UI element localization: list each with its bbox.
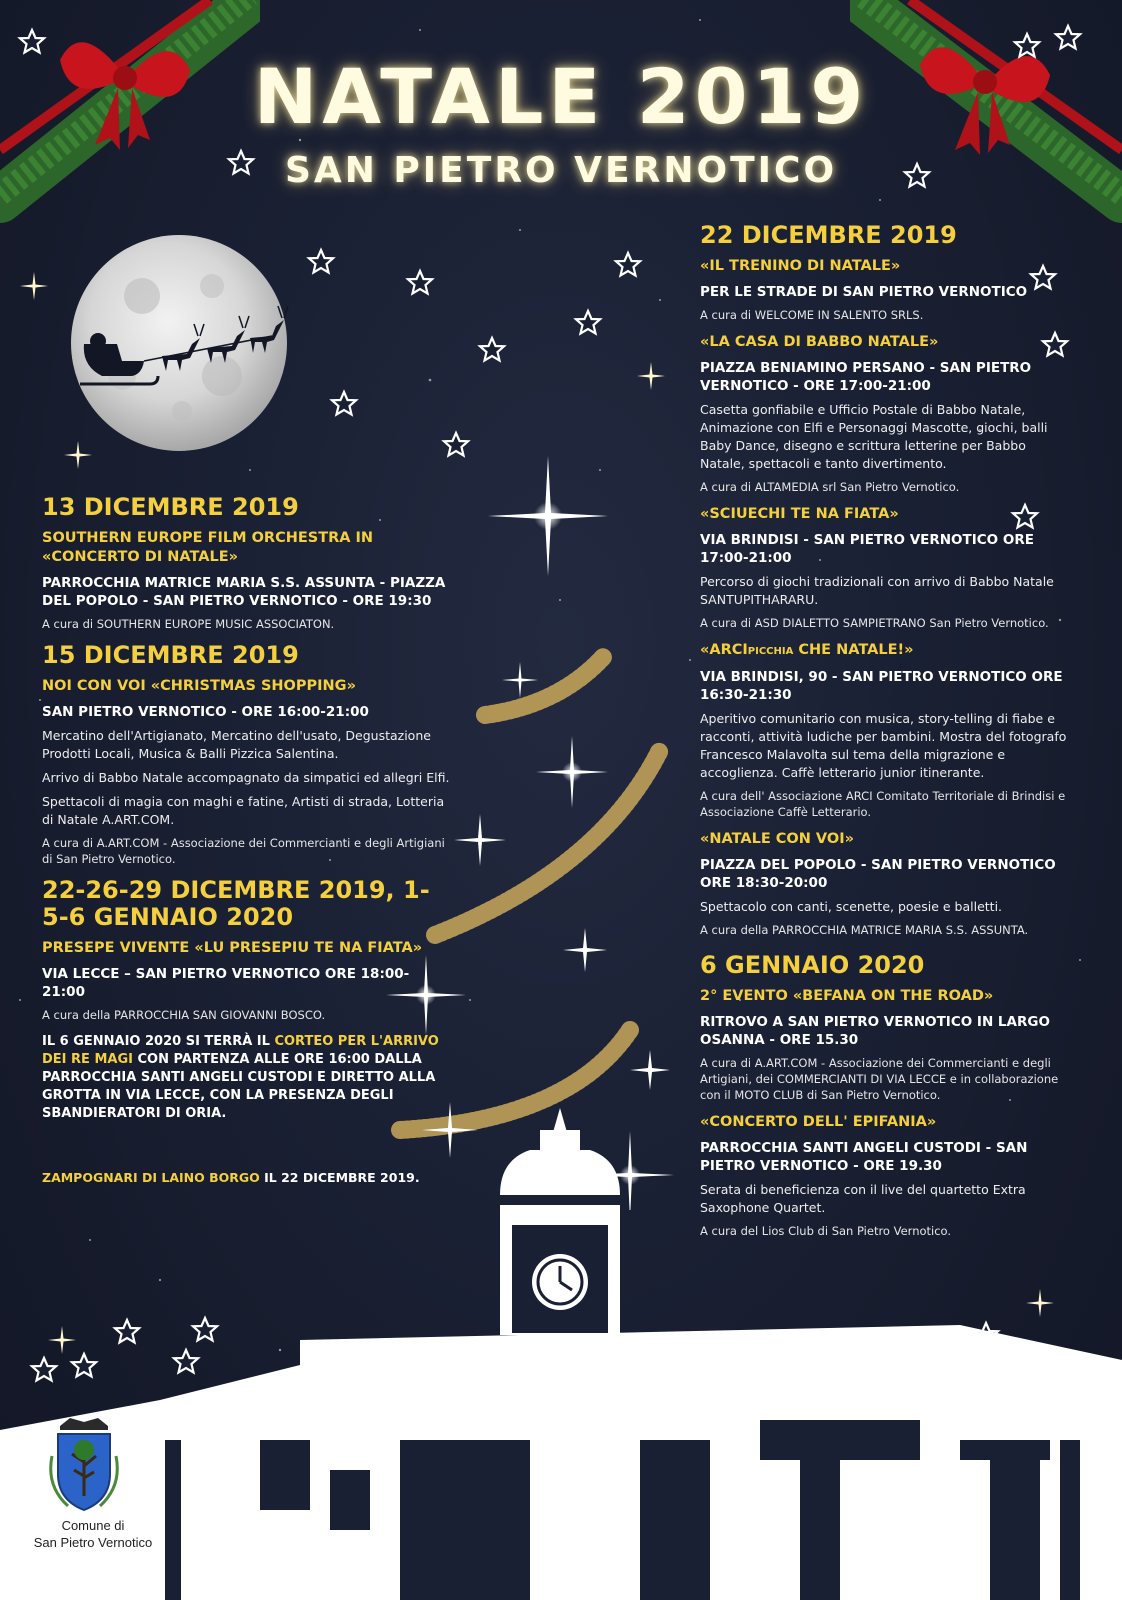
star-icon: [480, 338, 504, 361]
event-description: Casetta gonfiabile e Ufficio Postale di Babbo Natale, Animazione con Elfi e Personaggi Mascotte, giochi, balli Baby Dance, disegno e scrittura letterine per Babbo Natale, spettacoli e tanto divertimento.: [700, 402, 1048, 471]
event-dec13: [42, 494, 452, 632]
event-organizer: A cura di A.ART.COM - Associazione dei Commercianti e degli Artigiani, dei COMMERCIANTI DI VIA LECCE e in collaborazione con il MOTO CLUB di San Pietro Vernotico.: [700, 1056, 1059, 1102]
event-title: «LA CASA DI BABBO NATALE»: [700, 334, 939, 350]
star-icon: [1056, 26, 1080, 49]
re-magi-note: [42, 1033, 452, 1123]
event-place: VIA BRINDISI - SAN PIETRO VERNOTICO ORE 17:00-21:00: [700, 532, 1034, 566]
star-icon: [408, 271, 432, 294]
event-organizer: A cura di A.ART.COM - Associazione dei Commercianti e degli Artigiani di San Pietro Vernotico.: [42, 836, 445, 866]
zampognari-highlight: ZAMPOGNARI DI LAINO BORGO: [42, 1170, 260, 1185]
event-organizer: A cura di WELCOME IN SALENTO SRLS.: [700, 308, 924, 322]
note-text: CON PARTENZA ALLE ORE 16:00 DALLA PARROCCHIA SANTI ANGELI CUSTODI E DIRETTO ALLA GROTTA IN VIA LECCE, CON LA PRESENZA DEGLI SBANDIERATORI DI ORIA.: [42, 1052, 436, 1121]
left-column: [42, 494, 452, 1187]
event-place: PARROCCHIA MATRICE MARIA S.S. ASSUNTA - PIAZZA DEL POPOLO - SAN PIETRO VERNOTICO - ORE 19:30: [42, 575, 446, 609]
event-organizer: A cura di SOUTHERN EUROPE MUSIC ASSOCIATON.: [42, 617, 335, 631]
title-part: «ARCI: [700, 642, 748, 658]
title-part: CHE NATALE!»: [793, 642, 914, 658]
event-title: 2° EVENTO «BEFANA ON THE ROAD»: [700, 988, 994, 1004]
zampognari-note: [42, 1169, 452, 1187]
event-title: NOI CON VOI «CHRISTMAS SHOPPING»: [42, 678, 356, 694]
right-column: [700, 222, 1072, 1249]
event-place: PIAZZA BENIAMINO PERSANO - SAN PIETRO VERNOTICO - ORE 17:00-21:00: [700, 360, 1032, 394]
event-sciuechi: [700, 505, 1072, 631]
event-title: SOUTHERN EUROPE FILM ORCHESTRA IN «CONCERTO DI NATALE»: [42, 530, 374, 565]
coat-of-arms-icon: [46, 1416, 122, 1514]
event-place: VIA LECCE – SAN PIETRO VERNOTICO ORE 18:00-21:00: [42, 966, 410, 1000]
event-befana: [700, 987, 1072, 1103]
star-icon: [20, 30, 44, 53]
event-title: «CONCERTO DELL' EPIFANIA»: [700, 1114, 937, 1130]
page-title: NATALE 2019: [253, 52, 869, 141]
event-place: PARROCCHIA SANTI ANGELI CUSTODI - SAN PIETRO VERNOTICO - ORE 19.30: [700, 1140, 1028, 1174]
comune-label: [28, 1517, 158, 1551]
event-organizer: A cura dell' Associazione ARCI Comitato Territoriale di Brindisi e Associazione Caffè Letterario.: [700, 789, 1066, 819]
event-arcipicchia: [700, 641, 1072, 820]
event-description: Spettacoli di magia con maghi e fatine, Artisti di strada, Lotteria di Natale A.ART.COM.: [42, 794, 445, 827]
event-organizer: A cura di ALTAMEDIA srl San Pietro Vernotico.: [700, 480, 960, 494]
event-date: 6 GENNAIO 2020: [700, 951, 925, 979]
event-description: Percorso di giochi tradizionali con arrivo di Babbo Natale SANTUPITHARARU.: [700, 574, 1054, 607]
event-place: SAN PIETRO VERNOTICO - ORE 16:00-21:00: [42, 704, 369, 720]
title-part-small: PICCHIA: [747, 646, 794, 657]
event-description: Serata di beneficienza con il live del quartetto Extra Saxophone Quartet.: [700, 1182, 1026, 1215]
event-place: VIA BRINDISI, 90 - SAN PIETRO VERNOTICO ORE 16:30-21:30: [700, 669, 1063, 703]
star-icon: [576, 311, 600, 334]
event-organizer: A cura della PARROCCHIA SAN GIOVANNI BOSCO.: [42, 1008, 326, 1022]
event-title: «IL TRENINO DI NATALE»: [700, 258, 901, 274]
event-title: «SCIUECHI TE NA FIATA»: [700, 506, 899, 522]
clock-icon: [532, 1254, 588, 1310]
zampognari-text: IL 22 DICEMBRE 2019.: [259, 1170, 420, 1185]
star-icon: [332, 392, 356, 415]
event-presepe: [42, 877, 452, 1023]
event-title: «NATALE CON VOI»: [700, 831, 854, 847]
event-casa-babbo-natale: [700, 333, 1072, 495]
event-natale-con-voi: [700, 830, 1072, 938]
event-organizer: A cura del Lios Club di San Pietro Vernotico.: [700, 1224, 952, 1238]
star-icon: [616, 253, 640, 276]
event-place: PIAZZA DEL POPOLO - SAN PIETRO VERNOTICO ORE 18:30-20:00: [700, 857, 1056, 891]
event-description: Aperitivo comunitario con musica, story-telling di fiabe e racconti, attività ludiche per bambini. Mostra del fotografo Francesco Malavolta sul tema della migrazione e accoglienza. Caffè letterario junior itinerante.: [700, 711, 1067, 780]
event-date: 22 DICEMBRE 2019: [700, 221, 957, 249]
event-trenino: [700, 257, 1072, 323]
event-epifania: [700, 1113, 1072, 1239]
page-subtitle: SAN PIETRO VERNOTICO: [284, 150, 838, 191]
event-date: 13 DICEMBRE 2019: [42, 493, 299, 521]
event-organizer: A cura di ASD DIALETTO SAMPIETRANO San Pietro Vernotico.: [700, 616, 1049, 630]
note-text: IL 6 GENNAIO 2020 SI TERRÀ IL: [42, 1034, 275, 1049]
event-description: Arrivo di Babbo Natale accompagnato da simpatici ed allegri Elfi.: [42, 770, 450, 785]
event-place: PER LE STRADE DI SAN PIETRO VERNOTICO: [700, 284, 1028, 300]
moon-icon: [62, 226, 296, 460]
event-title: [700, 641, 1072, 661]
event-date: 22-26-29 DICEMBRE 2019, 1-5-6 GENNAIO 2020: [42, 876, 430, 931]
note-highlight: CORTEO PER L'ARRIVO DEI RE MAGI: [42, 1034, 439, 1067]
event-description: Spettacolo con canti, scenette, poesie e balletti.: [700, 899, 1003, 914]
event-organizer: A cura della PARROCCHIA MATRICE MARIA S.S. ASSUNTA.: [700, 923, 1029, 937]
event-dec15: [42, 642, 452, 867]
comune-label-line1: Comune di: [61, 1518, 125, 1533]
event-place: RITROVO A SAN PIETRO VERNOTICO IN LARGO OSANNA - ORE 15.30: [700, 1014, 1050, 1048]
comune-label-line2: San Pietro Vernotico: [33, 1535, 153, 1550]
event-date: 15 DICEMBRE 2019: [42, 641, 299, 669]
event-description: Mercatino dell'Artigianato, Mercatino dell'usato, Degustazione Prodotti Locali, Musica & Balli Pizzica Salentina.: [42, 728, 431, 761]
star-icon: [309, 250, 333, 273]
event-title: PRESEPE VIVENTE «LU PRESEPIU TE NA FIATA»: [42, 940, 423, 956]
